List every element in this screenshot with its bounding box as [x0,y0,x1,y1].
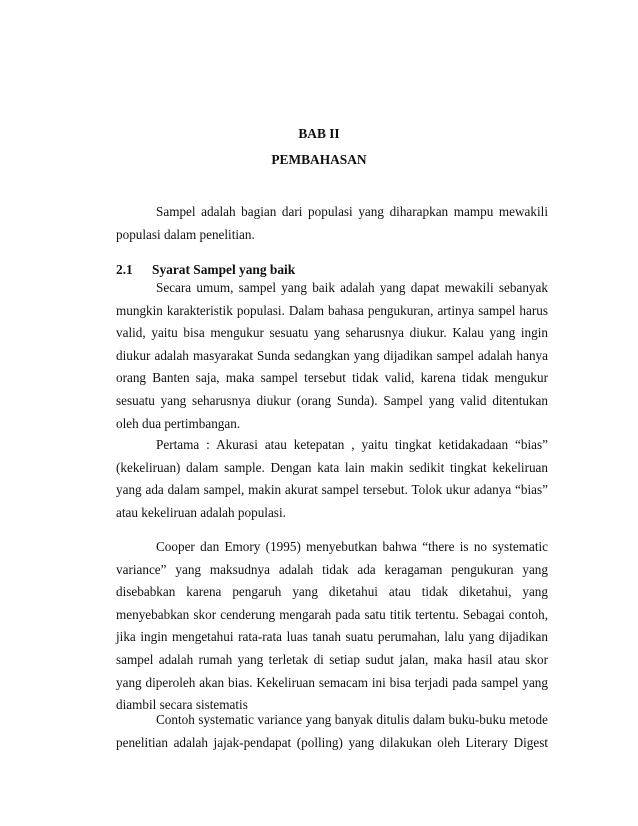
section-paragraph-3-block [116,536,548,717]
section-heading [116,262,548,278]
body-paragraph: Cooper dan Emory (1995) menyebutkan bahwa “there is no systematic variance” yang maksudnya adalah tidak ada keragaman pengukuran yang disebabkan karena pengaruh yang diketahui atau tidak diketahui, yang menyebabkan skor cenderung mengarah pada satu titik tertentu. Sebagai contoh, jika ingin mengetahui rata-rata luas tanah suatu perumahan, lalu yang dijadikan sampel adalah rumah yang terletak di setiap sudut jalan, maka hasil atau skor yang diperoleh akan bias. Kekeliruan semacam ini bisa terjadi pada sampel yang diambil secara sistematis [116,539,548,713]
chapter-label: BAB II [298,126,340,141]
section-paragraph-4-block [116,709,548,754]
intro-paragraph: Sampel adalah bagian dari populasi yang diharapkan mampu mewakili populasi dalam penelitian. [116,204,548,242]
section-title: Syarat Sampel yang baik [152,262,296,277]
section-number: 2.1 [116,262,133,277]
body-paragraph: Pertama : Akurasi atau ketepatan , yaitu tingkat ketidakadaan “bias” (kekeliruan) dalam sample. Dengan kata lain makin sedikit tingkat kekeliruan yang ada dalam sampel, makin akurat sampel tersebut. Tolok ukur adanya “bias” atau kekeliruan adalah populasi. [116,437,548,520]
body-paragraph: Contoh systematic variance yang banyak ditulis dalam buku-buku metode penelitian adalah jajak-pendapat (polling) yang dilakukan oleh Literary Digest [116,712,548,750]
chapter-title: PEMBAHASAN [271,152,367,167]
section-paragraph-2-block [116,434,548,524]
section-paragraph-1-block [116,277,548,435]
intro-block [116,201,548,246]
body-paragraph: Secara umum, sampel yang baik adalah yang dapat mewakili sebanyak mungkin karakteristik populasi. Dalam bahasa pengukuran, artinya sampel harus valid, yaitu bisa mengukur sesuatu yang seharusnya diukur. Kalau yang ingin diukur adalah masyarakat Sunda sedangkan yang dijadikan sampel adalah hanya orang Banten saja, maka sampel tersebut tidak valid, karena tidak mengukur sesuatu yang seharusnya diukur (orang Sunda). Sampel yang valid ditentukan oleh dua pertimbangan. [116,280,548,431]
